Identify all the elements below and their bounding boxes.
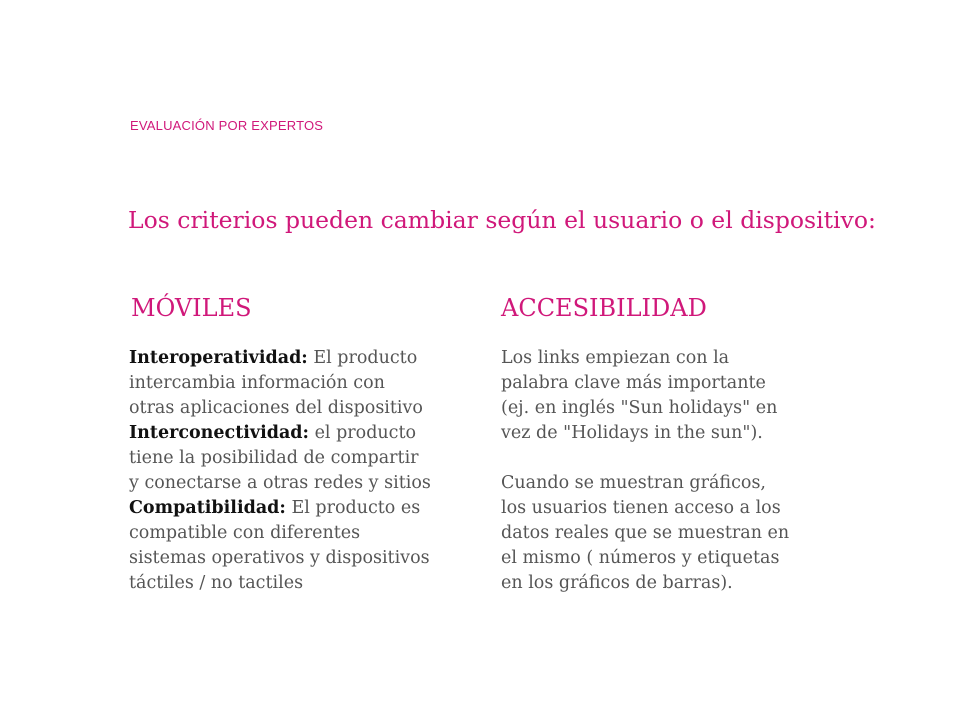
moviles-heading: MÓVILES (131, 294, 252, 322)
criterion-text: El producto (307, 348, 418, 368)
section-eyebrow: EVALUACIÓN POR EXPERTOS (130, 118, 324, 133)
criterion-text: sistemas operativos y dispositivos (129, 548, 430, 568)
criterion-interconectividad (129, 421, 469, 446)
criterion-text: compatible con diferentes (129, 523, 361, 543)
criterion-text: y conectarse a otras redes y sitios (129, 473, 431, 493)
criterion-term: Compatibilidad: (129, 498, 286, 518)
paragraph-line: el mismo ( números y etiquetas (501, 548, 780, 568)
paragraph-line: datos reales que se muestran en (501, 523, 790, 543)
criterion-text: tiene la posibilidad de compartir (129, 448, 419, 468)
criterion-text: otras aplicaciones del dispositivo (129, 398, 423, 418)
criterion-term: Interconectividad: (129, 423, 310, 443)
paragraph-line: Los links empiezan con la (501, 348, 730, 368)
paragraph-line: palabra clave más importante (501, 373, 766, 393)
moviles-body (129, 346, 469, 596)
criterion-compatibilidad (129, 496, 469, 521)
criterion-text: táctiles / no tactiles (129, 573, 304, 593)
accesibilidad-heading: ACCESIBILIDAD (501, 294, 707, 322)
criterion-interoperatividad (129, 346, 469, 371)
paragraph-line: (ej. en inglés "Sun holidays" en (501, 398, 778, 418)
slide-title: Los criterios pueden cambiar según el usuario o el dispositivo: (128, 206, 876, 234)
paragraph-line: en los gráficos de barras). (501, 573, 733, 593)
criterion-text: intercambia información con (129, 373, 385, 393)
paragraph-line: los usuarios tienen acceso a los (501, 498, 781, 518)
paragraph-spacer (501, 446, 821, 471)
accesibilidad-body (501, 346, 821, 596)
criterion-text: el producto (309, 423, 417, 443)
criterion-term: Interoperatividad: (129, 348, 308, 368)
paragraph-line: Cuando se muestran gráficos, (501, 473, 766, 493)
criterion-text: El producto es (285, 498, 421, 518)
paragraph-line: vez de "Holidays in the sun"). (501, 423, 763, 443)
